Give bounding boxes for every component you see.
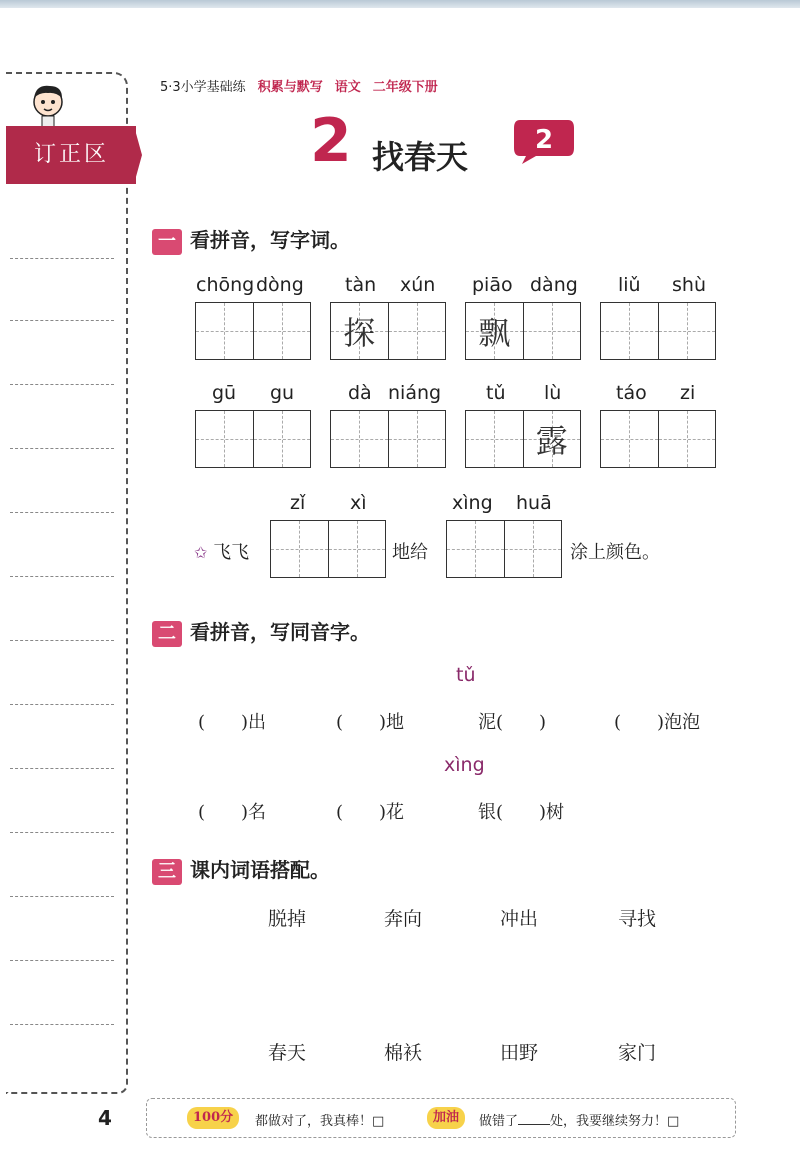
star-icon: ✩ bbox=[194, 543, 208, 562]
side-line bbox=[10, 704, 114, 705]
match-word-top[interactable]: 奔向 bbox=[384, 908, 423, 930]
pinyin: dàng bbox=[530, 274, 578, 296]
grade-name: 二年级下册 bbox=[372, 80, 438, 95]
subject-name: 语文 bbox=[334, 80, 361, 95]
side-line bbox=[10, 896, 114, 897]
pinyin: shù bbox=[672, 274, 706, 296]
book-name: 积累与默写 bbox=[257, 80, 323, 95]
writing-grid[interactable]: 飘 bbox=[465, 302, 581, 360]
side-line bbox=[10, 258, 114, 259]
pinyin: liǔ bbox=[618, 274, 641, 296]
side-line bbox=[10, 320, 114, 321]
pinyin: xìng bbox=[452, 492, 493, 514]
writing-grid[interactable] bbox=[195, 410, 311, 468]
lesson-number: 2 bbox=[310, 106, 352, 176]
side-line bbox=[10, 576, 114, 577]
full-score-badge: 100分 bbox=[187, 1107, 239, 1129]
section-badge: 三 bbox=[152, 859, 182, 885]
self-check-correct[interactable]: 都做对了，我真棒！□ bbox=[255, 1114, 385, 1129]
error-count-blank[interactable] bbox=[518, 1124, 550, 1125]
pinyin: xún bbox=[400, 274, 436, 296]
match-word-top[interactable]: 脱掉 bbox=[268, 908, 307, 930]
side-line bbox=[10, 448, 114, 449]
pinyin: huā bbox=[516, 492, 552, 514]
pinyin: táo bbox=[616, 382, 647, 404]
section-1-title bbox=[152, 224, 350, 255]
writing-grid[interactable] bbox=[600, 410, 716, 468]
writing-grid[interactable]: 露 bbox=[465, 410, 581, 468]
writing-grid[interactable]: 探 bbox=[330, 302, 446, 360]
correction-area bbox=[6, 72, 128, 1094]
match-word-bottom[interactable]: 家门 bbox=[618, 1042, 657, 1064]
fill-blank[interactable]: ( )泡泡 bbox=[614, 712, 701, 733]
top-bar bbox=[0, 0, 800, 8]
section-badge: 二 bbox=[152, 621, 182, 647]
section-title-text: 看拼音，写同音字。 bbox=[190, 620, 370, 644]
side-line bbox=[10, 640, 114, 641]
fill-blank[interactable]: ( )花 bbox=[336, 802, 405, 823]
side-line bbox=[10, 1024, 114, 1025]
writing-grid[interactable] bbox=[330, 410, 446, 468]
pinyin: gu bbox=[270, 382, 295, 404]
sentence-part-1: ✩ 飞飞 bbox=[194, 542, 250, 563]
lesson-badge: 2 bbox=[534, 125, 554, 155]
match-word-top[interactable]: 寻找 bbox=[618, 908, 657, 930]
fill-blank[interactable]: ( )名 bbox=[198, 802, 267, 823]
sentence-part-2: 地给 bbox=[392, 542, 428, 563]
pinyin: dà bbox=[348, 382, 372, 404]
fill-blank[interactable]: ( )出 bbox=[198, 712, 267, 733]
section-title-text: 课内词语搭配。 bbox=[190, 858, 330, 882]
page-number: 4 bbox=[98, 1106, 112, 1130]
self-check-wrong[interactable]: 做错了 处，我要继续努力！□ bbox=[479, 1114, 680, 1129]
pinyin: zǐ bbox=[290, 492, 306, 514]
side-line bbox=[10, 384, 114, 385]
book-header bbox=[160, 76, 438, 95]
student-avatar-icon bbox=[22, 78, 74, 130]
writing-grid[interactable] bbox=[195, 302, 311, 360]
section-badge: 一 bbox=[152, 229, 182, 255]
series-name: 5·3小学基础练 bbox=[160, 80, 246, 95]
keep-going-badge: 加油 bbox=[427, 1107, 465, 1129]
section-3-title bbox=[152, 854, 330, 885]
fill-blank[interactable]: 泥( ) bbox=[478, 712, 547, 733]
pinyin: dòng bbox=[256, 274, 304, 296]
pinyin: chōng bbox=[196, 274, 255, 296]
side-line bbox=[10, 768, 114, 769]
sentence-part-3: 涂上颜色。 bbox=[570, 542, 660, 563]
match-word-bottom[interactable]: 田野 bbox=[500, 1042, 539, 1064]
fill-blank[interactable]: ( )地 bbox=[336, 712, 405, 733]
self-check-bar bbox=[146, 1098, 736, 1138]
section-title-text: 看拼音，写字词。 bbox=[190, 228, 350, 252]
pinyin: xìng bbox=[444, 754, 485, 776]
fill-blank[interactable]: 银( )树 bbox=[478, 802, 565, 823]
side-line bbox=[10, 512, 114, 513]
match-word-bottom[interactable]: 春天 bbox=[268, 1042, 307, 1064]
pinyin: tǔ bbox=[456, 664, 476, 686]
match-word-top[interactable]: 冲出 bbox=[500, 908, 539, 930]
correction-tab: 订正区 bbox=[6, 126, 136, 184]
writing-grid[interactable] bbox=[270, 520, 386, 578]
side-line bbox=[10, 960, 114, 961]
writing-grid[interactable] bbox=[446, 520, 562, 578]
match-word-bottom[interactable]: 棉袄 bbox=[384, 1042, 423, 1064]
speech-bubble-icon bbox=[512, 116, 576, 166]
pinyin: tàn bbox=[345, 274, 377, 296]
section-2-title bbox=[152, 616, 370, 647]
pinyin: tǔ bbox=[486, 382, 506, 404]
lesson-title: 找春天 bbox=[372, 138, 469, 176]
writing-grid[interactable] bbox=[600, 302, 716, 360]
pinyin: lù bbox=[544, 382, 562, 404]
side-line bbox=[10, 832, 114, 833]
pinyin: niáng bbox=[388, 382, 442, 404]
pinyin: zi bbox=[680, 382, 696, 404]
pinyin: piāo bbox=[472, 274, 513, 296]
pinyin: gū bbox=[212, 382, 237, 404]
pinyin: xì bbox=[350, 492, 367, 514]
